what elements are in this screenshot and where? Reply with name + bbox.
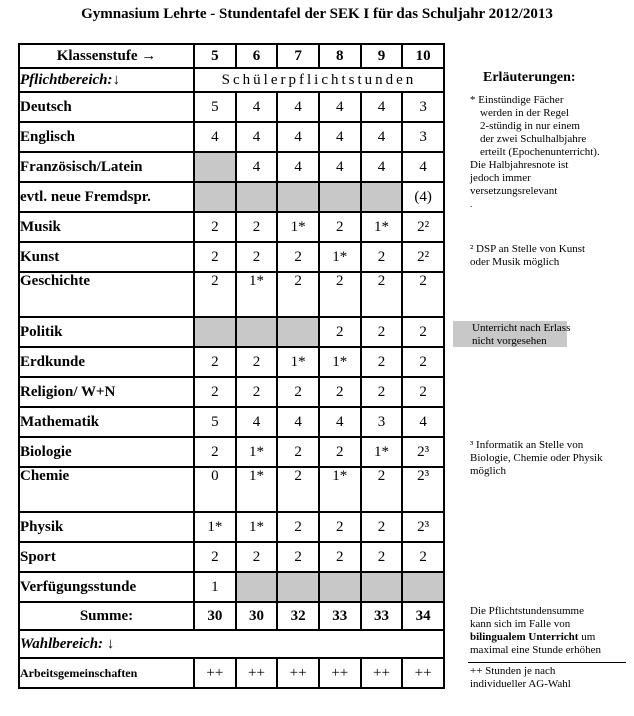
ag-label: Arbeitsgemeinschaften — [19, 658, 194, 688]
subject-row — [19, 572, 444, 602]
hours-cell: 1* — [319, 467, 361, 512]
hours-cell: 4 — [277, 92, 319, 122]
note-pflichtstundensumme — [470, 605, 601, 657]
subject-row — [19, 512, 444, 542]
ag-value: ++ — [236, 658, 278, 688]
grade-header: 5 — [194, 44, 236, 68]
hours-cell: 3 — [402, 122, 444, 152]
note-line: kann sich im Falle von — [470, 618, 571, 630]
subject-row — [19, 212, 444, 242]
hours-cell: 4 — [319, 122, 361, 152]
note-line: Biologie, Chemie oder Physik — [470, 452, 603, 464]
hours-cell: 2 — [194, 242, 236, 272]
hours-cell: 4 — [402, 152, 444, 182]
ag-value: ++ — [402, 658, 444, 688]
hours-cell — [236, 317, 278, 347]
note-line: ² DSP an Stelle von Kunst — [470, 243, 586, 255]
hours-cell: 4 — [277, 152, 319, 182]
hours-cell: 1* — [236, 512, 278, 542]
page-title: Gymnasium Lehrte - Stundentafel der SEK I für das Schuljahr 2012/2013 — [81, 6, 553, 22]
hours-cell: 2 — [319, 437, 361, 467]
hours-cell: 2 — [402, 377, 444, 407]
hours-cell: 4 — [361, 152, 403, 182]
hours-cell: (4) — [402, 182, 444, 212]
note-line: Unterricht nach Erlass — [472, 322, 571, 334]
summe-label: Summe: — [19, 602, 194, 630]
note-line: ++ Stunden je nach — [470, 665, 556, 677]
note-line: 2-stündig in nur einem — [480, 120, 580, 132]
hours-cell — [236, 572, 278, 602]
subject-row — [19, 407, 444, 437]
hours-cell — [319, 572, 361, 602]
hours-cell — [319, 182, 361, 212]
hours-cell — [361, 182, 403, 212]
hours-cell: 2 — [319, 272, 361, 317]
note-line: . — [470, 199, 473, 209]
subject-name: Religion/ W+N — [19, 377, 194, 407]
subject-name: Englisch — [19, 122, 194, 152]
hours-cell: 2 — [361, 242, 403, 272]
hours-cell: 4 — [194, 122, 236, 152]
hours-cell: 2 — [194, 272, 236, 317]
note-bold: bilingualem Unterricht — [470, 631, 579, 643]
wahlbereich-label: Wahlbereich: ↓ — [19, 630, 444, 658]
hours-cell: 4 — [236, 407, 278, 437]
hours-cell: 5 — [194, 92, 236, 122]
hours-cell: 4 — [277, 122, 319, 152]
wahl-row — [19, 630, 444, 658]
subject-row — [19, 242, 444, 272]
subject-name: Musik — [19, 212, 194, 242]
hours-cell — [361, 572, 403, 602]
hours-cell: 2 — [361, 542, 403, 572]
hours-cell: 2 — [236, 242, 278, 272]
hours-cell: 2 — [361, 377, 403, 407]
hours-cell — [194, 152, 236, 182]
note-line: erteilt (Epochenunterricht). — [480, 146, 600, 158]
hours-cell: 2³ — [402, 467, 444, 512]
notes-heading: Erläuterungen: — [483, 70, 576, 85]
hours-cell: 1* — [319, 347, 361, 377]
subject-name: Französisch/Latein — [19, 152, 194, 182]
hours-cell: 2 — [277, 542, 319, 572]
subject-row — [19, 542, 444, 572]
hours-cell: 2 — [194, 542, 236, 572]
hours-cell: 4 — [361, 122, 403, 152]
hours-cell: 2 — [402, 347, 444, 377]
hours-cell: 3 — [402, 92, 444, 122]
ag-value: ++ — [277, 658, 319, 688]
hours-cell: 4 — [236, 92, 278, 122]
subject-name: Geschichte — [19, 272, 194, 317]
hours-cell: 2 — [277, 437, 319, 467]
note-dsp — [470, 243, 585, 269]
hours-cell: 1* — [319, 242, 361, 272]
hours-cell: 2 — [361, 347, 403, 377]
schuelerpflichtstunden-label: Schülerpflichtstunden — [194, 68, 444, 92]
note-line: Die Halbjahresnote ist — [470, 159, 569, 171]
hours-cell: 2 — [194, 347, 236, 377]
pflichtbereich-label: Pflichtbereich:↓ — [19, 68, 194, 92]
subject-name: evtl. neue Fremdspr. — [19, 182, 194, 212]
hours-cell: 2 — [277, 467, 319, 512]
subject-name: Biologie — [19, 437, 194, 467]
hours-cell: 2 — [236, 212, 278, 242]
ag-row — [19, 658, 444, 688]
summe-value: 33 — [319, 602, 361, 630]
hours-cell: 1 — [194, 572, 236, 602]
hours-cell: 1* — [236, 467, 278, 512]
hours-cell: 1* — [194, 512, 236, 542]
hours-cell: 1* — [236, 437, 278, 467]
note-line: Die Pflichtstundensumme — [470, 605, 584, 617]
note-nicht-vorgesehen — [472, 322, 570, 348]
subject-name: Kunst — [19, 242, 194, 272]
note-rest: um — [578, 631, 596, 643]
note-line: versetzungsrelevant — [470, 185, 558, 197]
hours-cell — [402, 572, 444, 602]
subject-row — [19, 182, 444, 212]
hours-cell: 2 — [236, 542, 278, 572]
hours-cell: 2 — [277, 242, 319, 272]
note-line: ³ Informatik an Stelle von — [470, 439, 584, 451]
subject-row — [19, 122, 444, 152]
summe-value: 32 — [277, 602, 319, 630]
hours-cell: 2 — [361, 317, 403, 347]
grade-header: 6 — [236, 44, 278, 68]
hours-cell — [277, 572, 319, 602]
hours-cell: 2 — [319, 212, 361, 242]
hours-cell: 2² — [402, 212, 444, 242]
note-informatik — [470, 439, 603, 478]
note-line: oder Musik möglich — [470, 256, 560, 268]
note-line: maximal eine Stunde erhöhen — [470, 644, 602, 656]
hours-cell: 2 — [194, 212, 236, 242]
hours-cell: 1* — [277, 212, 319, 242]
hours-cell: 2 — [194, 437, 236, 467]
subject-row — [19, 92, 444, 122]
hours-cell — [194, 317, 236, 347]
hours-cell: 2³ — [402, 437, 444, 467]
hours-cell: 4 — [277, 407, 319, 437]
subject-row — [19, 317, 444, 347]
note-line: nicht vorgesehen — [472, 335, 547, 347]
ag-value: ++ — [361, 658, 403, 688]
grade-header: 9 — [361, 44, 403, 68]
hours-cell: 5 — [194, 407, 236, 437]
hours-cell: 2³ — [402, 512, 444, 542]
stundentafel-table — [18, 43, 445, 689]
hours-cell: 2 — [319, 317, 361, 347]
hours-cell: 3 — [361, 407, 403, 437]
hours-cell: 2 — [236, 377, 278, 407]
summe-value: 30 — [194, 602, 236, 630]
hours-cell: 2 — [402, 272, 444, 317]
hours-cell: 1* — [277, 347, 319, 377]
grade-header: 8 — [319, 44, 361, 68]
hours-cell: 2 — [402, 542, 444, 572]
hours-cell: 2 — [277, 512, 319, 542]
hours-cell — [236, 182, 278, 212]
subject-row — [19, 467, 444, 512]
subject-name: Sport — [19, 542, 194, 572]
hours-cell: 4 — [402, 407, 444, 437]
summe-row — [19, 602, 444, 630]
note-line — [470, 631, 601, 644]
hours-cell: 4 — [236, 122, 278, 152]
hours-cell: 0 — [194, 467, 236, 512]
hours-cell — [277, 317, 319, 347]
hours-cell: 2 — [361, 467, 403, 512]
klassenstufe-label: Klassenstufe → — [19, 44, 194, 68]
summe-value: 34 — [402, 602, 444, 630]
hours-cell: 2 — [319, 377, 361, 407]
pflicht-row — [19, 68, 444, 92]
hours-cell: 2 — [236, 347, 278, 377]
subject-row — [19, 377, 444, 407]
note-line: individueller AG-Wahl — [470, 678, 571, 690]
subject-name: Deutsch — [19, 92, 194, 122]
subject-row — [19, 152, 444, 182]
hours-cell — [277, 182, 319, 212]
subject-row — [19, 437, 444, 467]
hours-cell: 4 — [236, 152, 278, 182]
subject-name: Verfügungsstunde — [19, 572, 194, 602]
ag-value: ++ — [194, 658, 236, 688]
summe-value: 30 — [236, 602, 278, 630]
header-row — [19, 44, 444, 68]
note-line: * Einstündige Fächer — [470, 94, 564, 106]
hours-cell: 1* — [361, 437, 403, 467]
subject-name: Politik — [19, 317, 194, 347]
subject-name: Physik — [19, 512, 194, 542]
hours-cell — [194, 182, 236, 212]
hours-cell: 2 — [319, 542, 361, 572]
note-line: möglich — [470, 465, 507, 477]
summe-value: 33 — [361, 602, 403, 630]
note-einstuendig — [470, 94, 600, 211]
note-line: jedoch immer — [470, 172, 531, 184]
hours-cell: 2 — [277, 272, 319, 317]
hours-cell: 2 — [319, 512, 361, 542]
subject-row — [19, 272, 444, 317]
note-line: werden in der Regel — [480, 107, 569, 119]
hours-cell: 4 — [319, 152, 361, 182]
hours-cell: 2 — [361, 272, 403, 317]
hours-cell: 4 — [319, 407, 361, 437]
hours-cell: 2 — [402, 317, 444, 347]
hours-cell: 2² — [402, 242, 444, 272]
grade-header: 7 — [277, 44, 319, 68]
hours-cell: 1* — [236, 272, 278, 317]
subject-name: Chemie — [19, 467, 194, 512]
subject-name: Mathematik — [19, 407, 194, 437]
hours-cell: 4 — [361, 92, 403, 122]
subject-name: Erdkunde — [19, 347, 194, 377]
hours-cell: 4 — [319, 92, 361, 122]
ag-value: ++ — [319, 658, 361, 688]
hours-cell: 1* — [361, 212, 403, 242]
note-line: der zwei Schulhalbjahre — [480, 133, 587, 145]
grade-header: 10 — [402, 44, 444, 68]
hours-cell: 2 — [277, 377, 319, 407]
hours-cell: 2 — [361, 512, 403, 542]
note-ag — [470, 665, 571, 691]
divider-line — [468, 662, 626, 663]
subject-row — [19, 347, 444, 377]
hours-cell: 2 — [194, 377, 236, 407]
